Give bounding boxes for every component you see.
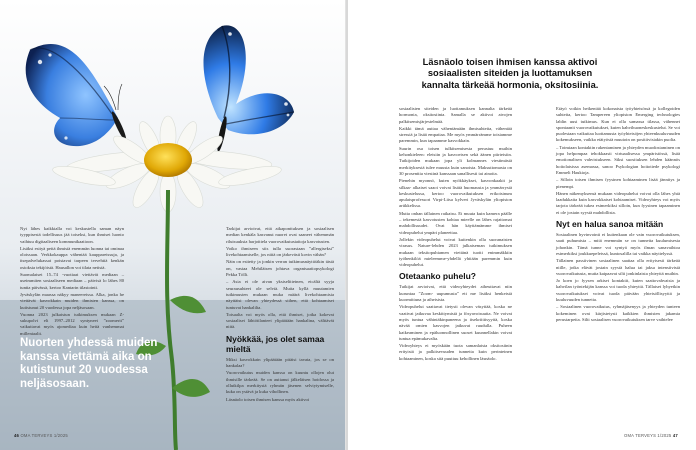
- left-page: [0, 0, 346, 450]
- right-folio: OMA TERVEYS 1/2025 47: [624, 433, 678, 438]
- left-folio: 46 OMA TERVEYS 1/2025: [14, 433, 68, 438]
- left-column-2: Tarkijat arvioivat, että aikaponttuksen ja sosiaalisen median kenkäla kasvanut nuoret ovat saaneet vähemmän riluisuuksia harjoittela vuorovaikutustaitoja kasvotusten. Voiko ihmiseen siis tulla suorastaan ”allergiseksi” livekohtaamiselle, jos niitä on järkevästi kovin vähän? Näin on esitetty ja jonkin verran tutkimusnäyttöäkin tästä on, vastaa Mehiläisen johtava organisaatiopsykologi Pekka Tölli. – Asia ei ole aivan yksiselitteinen, etcältä syyja seurausuhteet ole selviä. Mutta kyllä muutamien tutkimusten mukaan muka määrä livekohtaamisia näyttäisi olevan yhteydessä siihen, että kohtaamiset tuntuvat hankalilta. Toisaalta voi myös olla, että ihmiset, jotka kokevat sosiaaliset lähtötilanteet ylipäätään hankalina, välttävät niitä. Nyökkää, jos olet samaa mieltä Miksi kasvokkain ylipäätään pitäisi tavata, jos se on hankalaa? Vuorovaikutus muiden kanssa on kuuntu ollojen olut ihmisille tärkeää. Se on auttanut jälkeläisen hoidossa ja ollutkilpa merkitystä ryhmän jäsenen selviytymiselle, kuka on ystävä ja kuka vihollinen. Läsnäolo toisen ihmisen kanssa myös aktivoi: [226, 226, 334, 402]
- right-column-2: Etäyö voikin heikentää kokonaista työyhteisössä ja kollegoiden suhteita, kertoo Tampereen yliopiston Emerging technologies lablin uusi tutkimus. Kun ei olla samassa tilassa, vähennet spontaanit vuorovaikutukset, kuten kahvihuoneskeskustelut. Se voi puolestaan vaikuttaa luottamusta työyhteisöjen yhteenkuuluvuuden kokemukseen, vaikka etätyöstä muutoin on positiivisiakin puolia. – Toimiaan kontaktin rakentaminen ja yhteyden muodostaminen on jopa helpompaa tehokkaasti virtuaalisessa ympäristössä, lisää emotionalisen vahvistukseen. Siksi suosituksen lehden käännös hoitolaisissa asemassa, sanoo Psykologian hoitotiede psykologi Emmeli Haukioja. – Silloin toisen ihmisen fyysinen kohtaaminen lisää jännitys ja pienempi. Hänen näkemyksensä mukaan videopuhelut voivat olla lähes yhtä laadukkaita kuin kasvokkaiset kohtaamiset. Videoyhteys voi myös tarjota tärkeää tukea esimerkiksi silloin, kun fyysinen tapaaminen ei ole jostain syystä mahdollista. Nyt en halua sanoa mitään Sosiaalinen hyvinvointi ei kuitenkaan ole vain vuorovaikutuksen, saati puhumista – mitä enemmän se on tunnetta kuulumisesta johonkin. Tämä tunne voi syntyä myös ilman sanavaihtoa esimerkiksi joukkuepeleissä, kuntosalilla tai vaikka näyttelyssä. Tällainen passiivinen sosiaalinen saattaa olla erityisesti tärkeää niille, jotka elävät jostain syystä halua tai jaksa intensiivistä vuorovaikutusta, mutta kaipaavat silti jonkinlaista yhteyttä muihin. Jo koen jo fyysen arkiset kontaktit, kuten saattovahvaisia ja kahvilan työntekijän kanssa voi tuoda yhteyttä. Tällaiset lyhyetkin vuorovaikutukset voivat tuoda päivään yhteisöllisyyttä ja kuuluvuuden tunnetta. – Sosiaalinen vuorovaikutus, ryhmäjäsenyys ja yhteyden tunteen kokeminen ovat kärjistetysti kaikkien ihmisten jakamia perustarpeita. Silti sosiaalisen vuorovaikutuksen tarve vaihtelee: [556, 106, 680, 322]
- right-column-1: sosiaalisten siteiden ja luottamuksen kannalta tärkeää hormonia, oksitosiinia. Samalla se aktivoi aivojen palkitsemisjärjestelmää. Kaikki tämä auttaa vähentämään ihmisuhteita, vähentää stressiä ja lisää empatiaa. Me myös ymmärrämme toisiamme paremmin, kun tapaamme kasvokkain. Suurin osa toisen tulkitsemisesta perustuu muihin kehonkieleen: eleisiin ja kasvoeisen sekä äänen piirteisiin. Tutkijoiden mukaan jopa yli kolmannes viestimästä merkityksestä tulee muusta kuin sanoista. Maksuttomasta on 30 prosenttia viestinä kanssaan sanallisesti tai ainoita. Pienehin myonnö, kuten nyökkäykset, kasvonkaakit ja silkaa- alkaiset saaot voivat lisätä huomausta ja ymmärrystä keskustelussa, kertoo vuorovaikutuksen erikoisinum apulaisprofessori Virpi-Liisa kylveri Jyväskylän yliopiston artikkelissa. Mutta onhan tällainen raikaisu. Ei muuta kuin kamera päälle – tekemestä kasvotusten kohtaa mieelle on lähes rajattomat mahdollisuudet. Ovat hän käyttämämme ihmiset videopuhelut ympäri planeettaa. Jollekin videopuhelut voivat kuitenkin olla suoranaisten virasus. Nature-lehden 2023 julkaiseman tutkimuksen mukaan teksitopuhtamen viettänä tuotti enimmäkkiin työhenkilöä mieleemme-yhdellä yhtiään paremmin kuin videopuhelut. Otetaanko puhelu? Tutkijat arvioivat, että videoyhteydet aiheuttavat niin kuruntaa ”Zoom- uupumusta” ett me lisäksi henkeistä kuormittuna ja aiheisista. Videopuhelut saattavat tietysti olevan väsyttää, koska ne vaativat jatkuvaa keskittymistä ja fösyavoisuutta. Ne voivat myös tuntua vähintäkinpaneena ja itsekriittisyyttä, koska nävää omien kasvojen jatkuvat ruudulla. Puheen katkeaminen ja epäluonnollinen suoset kuunnellakin voivat tuntua epämukavalta. Videoyhteys ei myöskään tuota samanlaista oksitosiinin erityistä ja palkitsevuuden tunnetta kuin perinteinen kohtaaminen, koska sitä puuttuu kehollinen läsnäolo.: [399, 106, 512, 361]
- lead-paragraph: Läsnäolo toisen ihmisen kanssa aktivoi sosiaalisten siteiden ja luottamuksen kannalta tärkeää hormonia, oksitosiinia.: [421, 57, 599, 90]
- section-heading: Nyökkää, jos olet samaa mieltä: [226, 333, 325, 354]
- pull-quote: Nuorten yhdessä muiden kanssa viettämä aika on kutistunut 20 vuodessa neljäsosaan.: [20, 337, 158, 390]
- section-heading-right: Nyt en halua sanoa mitään: [556, 219, 664, 230]
- section-heading-mid: Otetaanko puhelu?: [399, 271, 476, 282]
- left-column-1: Nyt lähes kaikkialla voi keskustella saman näyn tyyppisestä todellisuus jää toiseksi, kun ihmiset luonto vaihtuu digitaaliseen kommunikaatioon. Lisäksi esityä peitä ihmisiä enemmän luonna tai ominaa oloissaan. Verkkokauppa vähentää kauppareissuja, ja itsepalvelukassat poistavat tarpeen tervehtiä kenkän ostoksia tekijöistä. Hausallon voi tilata netistä. Suomalaiset 15–74 -vuotiaat viettävät mediaan – useimmiten sosiaaliseen mediaan – päivisä lo lähes 80 tuntia päivässä, kertoo Kantarin tilastointi. Jyväskylän maassa näkyy maneereissa. Alka, jonka he viettävät kasvokkain muiden ihmisten kanssa, on kutistunut 20 vuodessa jopa neljäsosaan. Vuonna 2023 julkaistun tutkimuksen mukaan Z-sukupolvi eli 1997–2012 syntyneet ”zoomerit” vaikuttavat myös ajomediaa kuin heitä vanhemmat milleniaalit.: [20, 226, 124, 336]
